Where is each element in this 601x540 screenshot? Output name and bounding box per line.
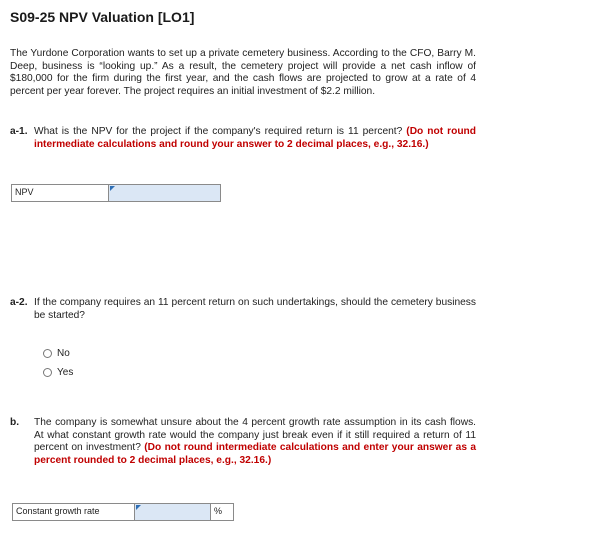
percent-unit: % (210, 504, 233, 520)
question-a2-label: a-2. (10, 297, 28, 308)
question-a2-text: If the company requires an 11 percent return on such undertakings, should the cemetery business be started? (34, 297, 476, 321)
question-a1-text: What is the NPV for the project if the company's required return is 11 percent? (34, 126, 403, 137)
question-a1 (10, 126, 476, 151)
npv-field-label: NPV (12, 185, 109, 201)
radio-option-no[interactable] (43, 348, 70, 359)
problem-intro: The Yurdone Corporation wants to set up a private cemetery business. According to the CFO, Barry M. Deep, business is “looking up.” As a result, the cemetery project will provide a net cash inflow of $180,000 for the firm during the first year, and the cash flows are projected to grow at a rate of 4 percent per year forever. The project requires an initial investment of $2.2 million. (10, 48, 476, 97)
question-b (10, 417, 476, 467)
question-b-label: b. (10, 417, 20, 428)
radio-no-label: No (57, 348, 70, 359)
radio-no-circle[interactable] (43, 349, 52, 358)
question-b-instruction: (Do not round intermediate calculations and enter your answer as a percent rounded to 2 decimal places, e.g., 32.16.) (34, 442, 476, 466)
growth-rate-input[interactable] (135, 504, 210, 520)
npv-answer-row (11, 184, 221, 202)
radio-option-yes[interactable] (43, 367, 73, 378)
question-a2 (10, 297, 476, 322)
question-b-text: The company is somewhat unsure about the 4 percent growth rate assumption in its cash flows. At what constant growth rate would the company just break even if it still required a return of 11 percent on investment? (34, 417, 476, 454)
page-title: S09-25 NPV Valuation [LO1] (10, 9, 195, 25)
radio-yes-circle[interactable] (43, 368, 52, 377)
question-a1-instruction: (Do not round intermediate calculations and round your answer to 2 decimal places, e.g., 32.16.) (34, 126, 476, 150)
growth-field-label: Constant growth rate (13, 504, 135, 520)
growth-answer-row (12, 503, 234, 521)
npv-input[interactable] (109, 185, 220, 201)
question-a1-label: a-1. (10, 126, 28, 137)
radio-yes-label: Yes (57, 367, 74, 378)
